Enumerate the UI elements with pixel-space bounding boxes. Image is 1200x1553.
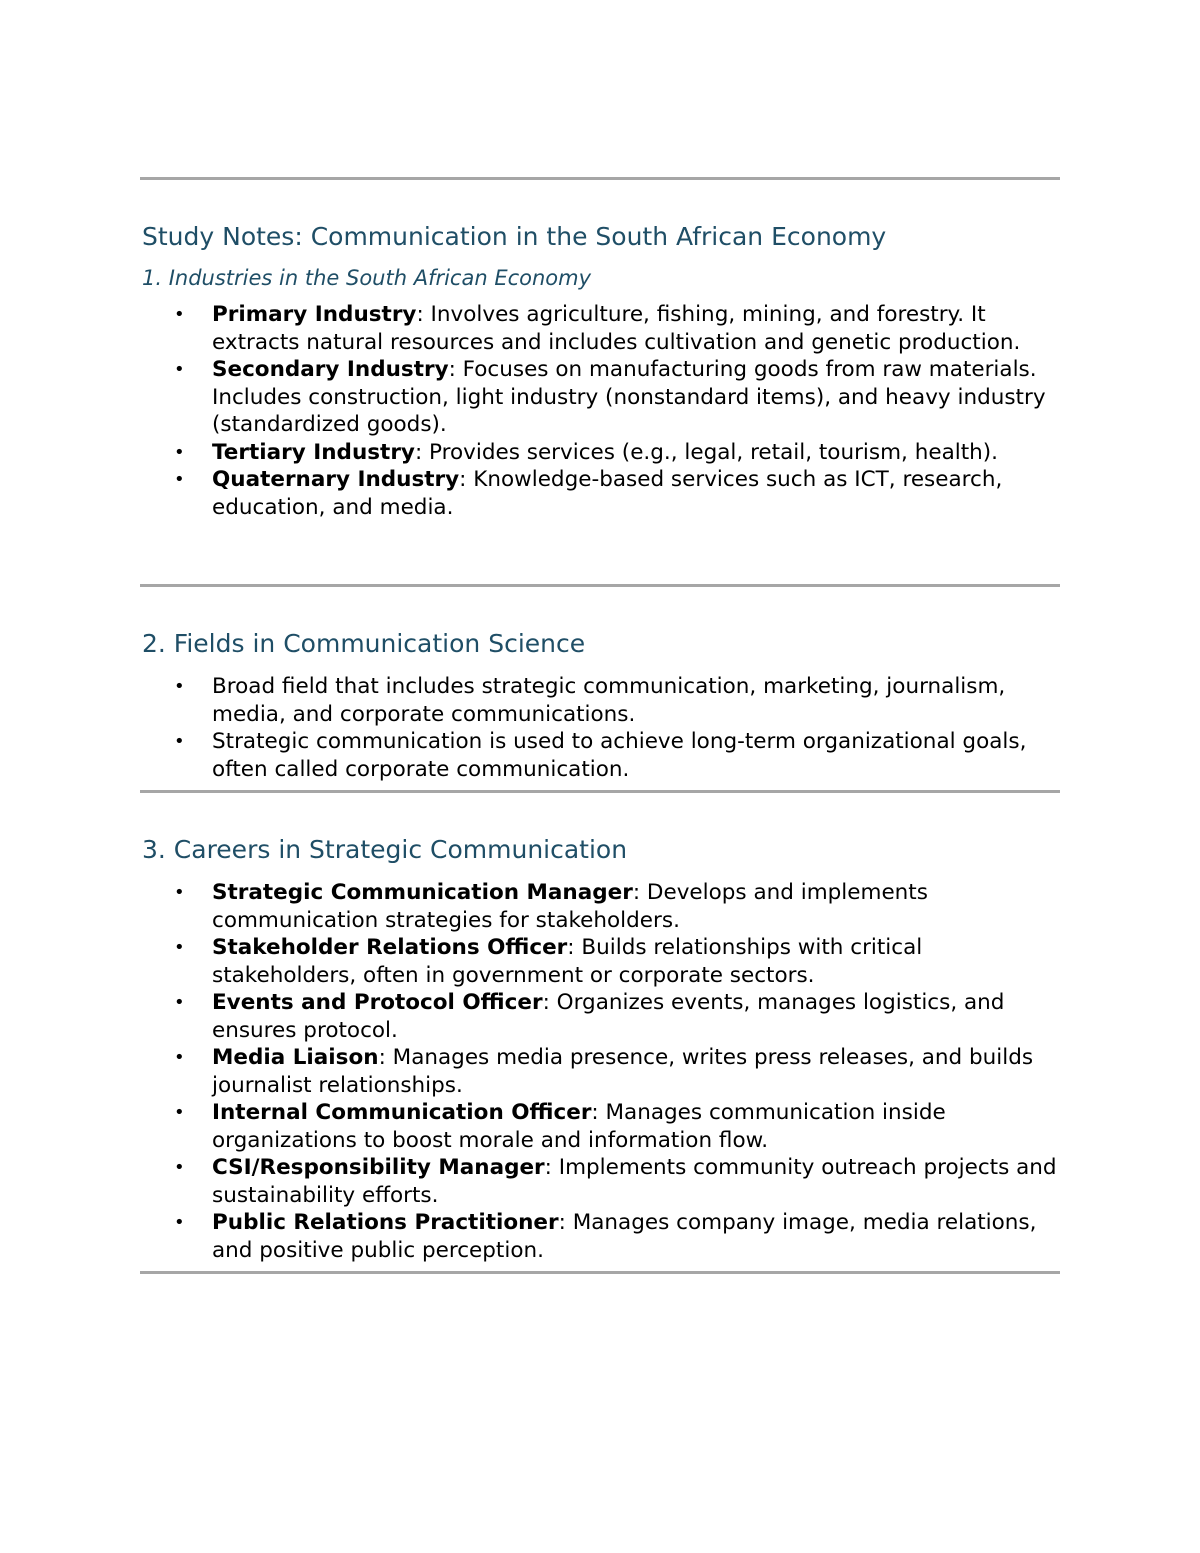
list-item-text: Provides services (e.g., legal, retail, tourism, health).	[422, 439, 998, 465]
list-item	[140, 466, 1060, 521]
list-item-separator: :	[591, 1100, 599, 1125]
list-item	[140, 356, 1060, 439]
list-item	[140, 1154, 1060, 1209]
section-divider	[140, 584, 1060, 587]
list-item-text: Manages communication inside organizations to boost morale and information flow.	[212, 1100, 946, 1153]
list-item-separator: :	[414, 439, 423, 465]
bottom-divider	[140, 1271, 1060, 1274]
list-item-term: Public Relations Practitioner	[212, 1210, 559, 1235]
list-item-term: Media Liaison	[212, 1045, 379, 1070]
top-divider	[140, 177, 1060, 180]
list-item-separator: :	[558, 1210, 566, 1235]
list-item-separator: :	[632, 880, 641, 905]
bullet-icon: •	[174, 882, 185, 903]
section-3-heading: 3. Careers in Strategic Communication	[142, 835, 628, 864]
bullet-icon: •	[174, 1157, 185, 1178]
list-item-separator: :	[416, 302, 424, 327]
bullet-icon: •	[174, 1102, 185, 1123]
list-item-text: Manages company image, media relations, and positive public perception.	[212, 1210, 1037, 1263]
list-item-separator: :	[567, 935, 575, 960]
list-item-term: Secondary Industry	[212, 357, 449, 382]
list-item-separator: :	[378, 1045, 386, 1070]
section-divider	[140, 790, 1060, 793]
list-item-text: Builds relationships with critical stakeholders, often in government or corporate sectors.	[212, 935, 923, 988]
careers-list	[140, 879, 1060, 1264]
list-item-text: Focuses on manufacturing goods from raw materials. Includes construction, light industry (nonstandard items), and heavy industry (standardized goods).	[212, 357, 1046, 437]
list-item-term: Tertiary Industry	[212, 439, 415, 465]
list-item	[140, 1209, 1060, 1264]
list-item-text: Strategic communication is used to achieve long-term organizational goals, often called corporate communication.	[212, 729, 1027, 782]
list-item	[140, 673, 1060, 728]
list-item-separator: :	[448, 357, 456, 382]
list-item-term: Quaternary Industry	[212, 467, 460, 492]
list-item	[140, 934, 1060, 989]
list-item-text: Organizes events, manages logistics, and ensures protocol.	[212, 990, 1005, 1043]
bullet-icon: •	[174, 992, 185, 1013]
list-item-term: Events and Protocol Officer	[212, 990, 543, 1015]
list-item-term: Stakeholder Relations Officer	[212, 935, 568, 960]
list-item	[140, 989, 1060, 1044]
page-title: Study Notes: Communication in the South African Economy	[142, 222, 887, 251]
bullet-icon: •	[174, 937, 185, 958]
list-item-text: Implements community outreach projects and sustainability efforts.	[212, 1155, 1057, 1208]
list-item-term: Strategic Communication Manager	[212, 880, 633, 905]
bullet-icon: •	[174, 731, 185, 752]
bullet-icon: •	[174, 359, 185, 380]
list-item-term: Primary Industry	[212, 302, 417, 327]
list-item	[140, 879, 1060, 934]
list-item-text: Involves agriculture, fishing, mining, and forestry. It extracts natural resources and includes cultivation and genetic production.	[212, 302, 1021, 355]
list-item-text: Develops and implements communication strategies for stakeholders.	[212, 880, 928, 933]
section-1-heading: 1. Industries in the South African Economy	[142, 266, 592, 290]
list-item-term: CSI/Responsibility Manager	[212, 1155, 545, 1180]
list-item-text: Broad field that includes strategic communication, marketing, journalism, media, and corporate communications.	[212, 674, 1006, 727]
list-item-term: Internal Communication Officer	[212, 1100, 592, 1125]
list-item-separator: :	[459, 467, 467, 492]
fields-list	[140, 673, 1060, 783]
bullet-icon: •	[174, 1047, 185, 1068]
bullet-icon: •	[174, 441, 185, 463]
list-item	[140, 1099, 1060, 1154]
industries-list	[140, 301, 1060, 521]
bullet-icon: •	[174, 1212, 185, 1233]
list-item	[140, 728, 1060, 783]
list-item-text: Knowledge-based services such as ICT, research, education, and media.	[212, 467, 1003, 520]
bullet-icon: •	[174, 676, 185, 697]
bullet-icon: •	[174, 304, 185, 325]
list-item-separator: :	[542, 990, 550, 1015]
list-item-separator: :	[544, 1155, 552, 1180]
list-item-text: Manages media presence, writes press releases, and builds journalist relationships.	[212, 1045, 1034, 1098]
list-item	[140, 439, 1060, 467]
bullet-icon: •	[174, 469, 185, 490]
list-item	[140, 301, 1060, 356]
list-item	[140, 1044, 1060, 1099]
section-2-heading: 2. Fields in Communication Science	[142, 629, 586, 658]
